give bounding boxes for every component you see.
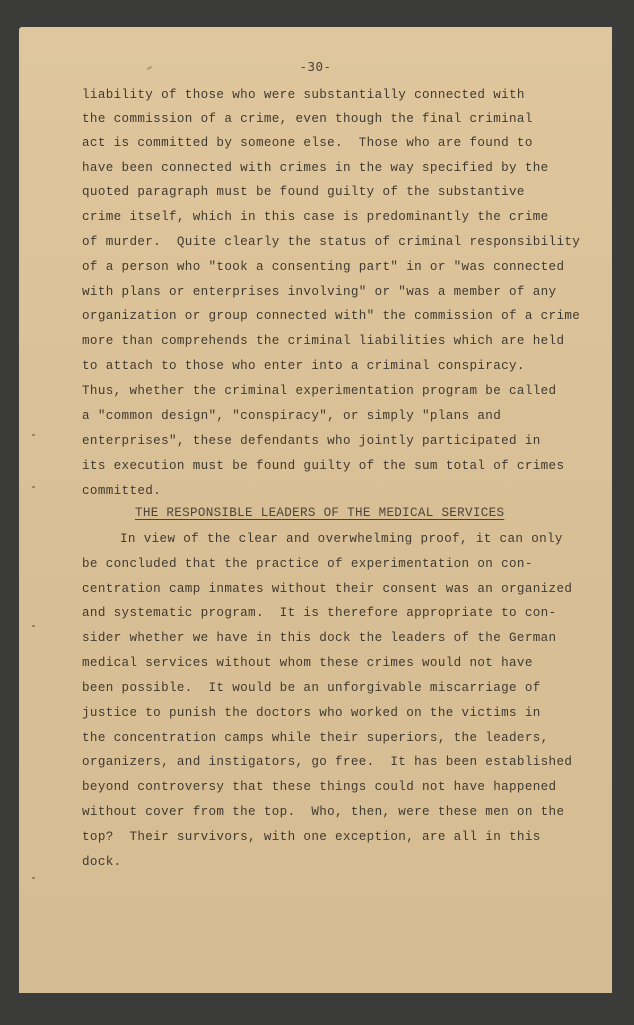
text-line: crime itself, which in this case is predominantly the crime <box>82 210 549 224</box>
text-line: enterprises", these defendants who jointly participated in <box>82 434 541 448</box>
text-line: In view of the clear and overwhelming proof, it can only <box>120 532 563 546</box>
text-line: its execution must be found guilty of the sum total of crimes <box>82 459 565 473</box>
margin-speck <box>32 486 35 488</box>
text-line: without cover from the top. Who, then, were these men on the <box>82 805 565 819</box>
text-line: organization or group connected with" the commission of a crime <box>82 309 581 323</box>
typewritten-page <box>19 27 612 993</box>
text-line: top? Their survivors, with one exception, are all in this <box>82 830 541 844</box>
text-line: dock. <box>82 855 122 869</box>
text-line: been possible. It would be an unforgivable miscarriage of <box>82 681 541 695</box>
text-line: sider whether we have in this dock the leaders of the German <box>82 631 557 645</box>
text-line: centration camp inmates without their consent was an organized <box>82 582 573 596</box>
text-line: to attach to those who enter into a criminal conspiracy. <box>82 359 525 373</box>
text-line: more than comprehends the criminal liabilities which are held <box>82 334 565 348</box>
text-line: and systematic program. It is therefore appropriate to con- <box>82 606 557 620</box>
text-line: be concluded that the practice of experimentation on con- <box>82 557 533 571</box>
text-line: of a person who "took a consenting part" in or "was connected <box>82 260 565 274</box>
text-line: act is committed by someone else. Those who are found to <box>82 136 533 150</box>
text-line: beyond controversy that these things could not have happened <box>82 780 557 794</box>
margin-speck <box>32 625 35 627</box>
text-line: medical services without whom these crimes would not have <box>82 656 533 670</box>
text-line: liability of those who were substantially connected with <box>82 88 525 102</box>
margin-speck <box>32 877 35 879</box>
margin-speck <box>32 434 35 436</box>
text-line: quoted paragraph must be found guilty of the substantive <box>82 185 525 199</box>
text-line: have been connected with crimes in the way specified by the <box>82 161 549 175</box>
text-line: with plans or enterprises involving" or "was a member of any <box>82 285 557 299</box>
text-line: committed. <box>82 484 162 498</box>
text-line: the concentration camps while their superiors, the leaders, <box>82 731 549 745</box>
text-line: the commission of a crime, even though the final criminal <box>82 112 533 126</box>
section-heading: THE RESPONSIBLE LEADERS OF THE MEDICAL SERVICES <box>135 506 505 520</box>
text-line: organizers, and instigators, go free. It has been established <box>82 755 573 769</box>
text-line: of murder. Quite clearly the status of criminal responsibility <box>82 235 581 249</box>
text-line: a "common design", "conspiracy", or simply "plans and <box>82 409 502 423</box>
text-line: Thus, whether the criminal experimentation program be called <box>82 384 557 398</box>
page-number: -30- <box>299 59 332 74</box>
text-line: justice to punish the doctors who worked on the victims in <box>82 706 541 720</box>
